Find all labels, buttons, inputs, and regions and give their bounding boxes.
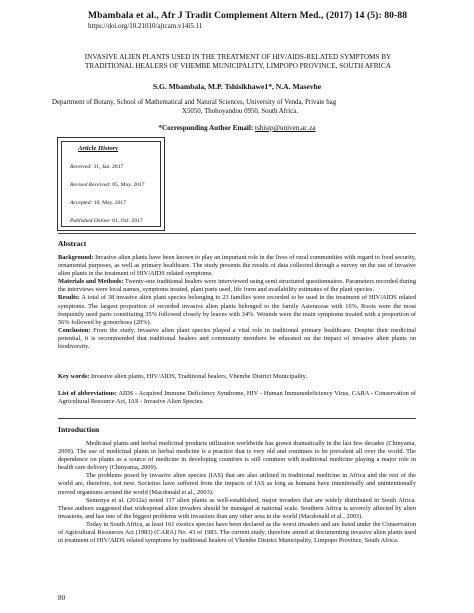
keywords-label: Key words: <box>58 373 90 380</box>
title-line-2: TRADITIONAL HEALERS OF VHEMBE MUNICIPALITY, LIMPOPO PROVINCE, SOUTH AFRICA <box>85 62 391 71</box>
intro-paragraph-4: Today in South Africa, at least 161 exotics species have been declared as the worst invaders and are listed under the Conservation of Agricultural Resources Act (1983) (CARA) No. 43 of 1983. The current study, therefore aimed at documenting invasive alien plants used in treatment of HIV/AIDS related symptoms by traditional healers of Vhembe District Municipality, Limpopo Province, South Africa. <box>58 520 416 545</box>
abstract-methods <box>58 278 416 294</box>
corresponding-email[interactable]: tshisip@univen.ac.za <box>255 124 316 132</box>
conclusion-label: Conclusion: <box>58 326 91 334</box>
intro-paragraph-3: Semenya et al. (2012a) noted 117 alien plants as well-established, major invaders that are widely distributed in South Africa. These authors suggested that widespread alien invaders should be managed at national scale. Southern Africa is severely affected by alien invasions, and has one of the biggest problems with invasions than any other area in the world (Macdonald et al., 2003). <box>58 496 416 520</box>
background-label: Background: <box>58 254 94 261</box>
divider-bottom <box>58 418 416 419</box>
author-list: S.G. Mbambala, M.P. Tshisikhawe1*, N.A. Masevhe <box>152 82 322 91</box>
results-label: Results: <box>58 294 80 302</box>
history-received <box>70 164 123 170</box>
keywords <box>58 373 416 381</box>
revised-date: 05, May. 2017 <box>112 182 145 188</box>
methods-label: Materials and Methods: <box>58 278 124 286</box>
corresponding-author <box>0 124 474 132</box>
article-history-title: Article History <box>78 145 119 152</box>
intro-paragraph-2: The problems posed by invasive alien species (IAS) that are also utilized in traditional medicine in Africa and the rest of the world are, therefore, not new. Societies have suffered from the impacts of IAS as long as humans have intentionally and unintentionally moved organisms around the world (Macdonald et al., 2003). <box>58 472 416 496</box>
abbreviations-text: AIDS - Acquired Immune Deficiency Syndrome, HIV - Human Immunodeficiency Virus, CARA - Conservation of Agricultural Resource Act, IAS - Invasive Alien Species. <box>58 390 417 406</box>
methods-text: Twenty-one traditional healers were interviewed using semi structured questionnaires. Parameters recorded during the interviews were local names, symptoms treated, plant parts used, life form and availability estimates of the plant species. <box>58 278 416 294</box>
introduction-body <box>58 440 416 545</box>
affiliation-line-2: X5050, Thohoyandou 0950, South Africa. <box>182 108 299 115</box>
published-date: 01, Oct. 2017 <box>112 218 143 224</box>
accepted-date: 10, May. 2017 <box>93 200 127 206</box>
history-published <box>70 218 143 224</box>
page-number: 80 <box>58 594 66 602</box>
abstract-heading: Abstract <box>58 239 87 248</box>
revised-label: Revised Received: <box>70 182 111 188</box>
intro-paragraph-1: Medicinal plants and herbal medicinal products utilization worldwide has grown dramatically in the last few decades (Chinyama, 2009). The use of medicinal plants in herbal medicine is a practice that is very old and continues to be prevalent all over the world. The dependence on plants as a source of medicine in developing countries is still common with traditional medicine playing a major role in health care delivery (Chinyama, 2009). <box>58 440 416 472</box>
received-label: Received: <box>70 164 93 170</box>
keywords-text: Invasive alien plants, HIV/AIDS, Traditional healers, Vhembe District Municipality. <box>91 373 308 380</box>
abstract-body <box>58 254 416 351</box>
published-label: Published Online: <box>70 218 111 224</box>
accepted-label: Accepted: <box>70 200 93 206</box>
corresponding-label: *Corresponding Author Email: <box>158 124 254 132</box>
divider-top <box>58 233 416 234</box>
history-accepted <box>70 200 126 206</box>
abstract-background <box>58 254 416 278</box>
background-text: Invasive alien plants have been known to play an important role in the lives of rural communities with regard to food security, ornamental purposes, as well as primary healthcare. The study presents the results of data collected through a survey on the use of invasive alien plants in the treatment of HIV/AIDS related symptoms. <box>58 254 416 278</box>
doi-link[interactable]: https://doi.org/10.21010/ajtcam.v14i5.11 <box>88 22 203 30</box>
abstract-conclusion <box>58 327 416 351</box>
article-title <box>40 53 436 71</box>
results-text: A total of 38 invasive alien plant species belonging to 23 families were recorded to be used in the treatment of HIV/AIDS related symptoms. The largest proportion of recorded invasive alien plants belonged to the family Asteraceae with 16%. Roots were the most frequently used parts constituting 35% followed closely by leaves with 34%. Wounds were the main symptoms treated with a proportion of 56% followed by gonorrhoea (20%). <box>58 294 416 326</box>
received-date: 31, Jan. 2017 <box>93 164 124 170</box>
journal-citation: Mbambala et al., Afr J Tradit Complement Altern Med., (2017) 14 (5): 80-88 <box>88 10 408 21</box>
abbreviations <box>58 390 416 407</box>
abstract-results <box>58 294 416 326</box>
affiliation-line-1: Department of Botany, School of Mathematical and Natural Sciences, University of Venda, Private bag <box>52 99 337 106</box>
abbreviations-label: List of abbreviations: <box>58 390 117 397</box>
introduction-heading: Introduction <box>58 425 100 434</box>
history-revised <box>70 182 145 188</box>
article-history-inner <box>61 141 161 227</box>
conclusion-text: From the study, invasive alien plant species played a vital role in traditional primary healthcare. Despite their medicinal potential, it is recommended that traditional healers and community members be educated on the impact of invasive alien plants on biodiversity. <box>58 326 416 351</box>
title-line-1: INVASIVE ALIEN PLANTS USED IN THE TREATMENT OF HIV/AIDS-RELATED SYMPTOMS BY <box>84 53 392 61</box>
article-history-box <box>57 137 165 231</box>
affiliation <box>52 98 422 116</box>
